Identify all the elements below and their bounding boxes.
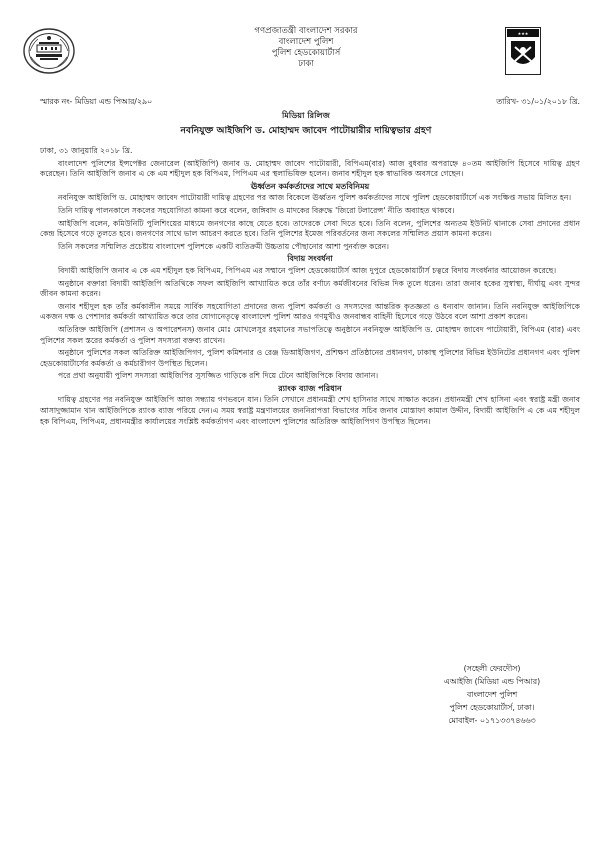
section-heading-meeting: ঊর্ধ্বতন কর্মকর্তাদের সাথে মতবিনিময়	[250, 181, 370, 191]
paragraph-4: আইজিপি বলেন, কমিউনিটি পুলিশিংয়ের মাধ্যমে জনগণের কাছে যেতে হবে। তাদেরকে সেবা দিতে হবে। তিনি বলেন, পুলিশের অন্যতম ইউনিট থানাকে সেবা প্রদানের প্রধান কেন্দ্র হিসেবে গড়ে তুলতে হবে। জনগণের সাথে ভাল আচরণ করতে হবে। তিনি পুলিশের ইমেজ পরিবর্তনের জন্য সকলের সম্মিলিত প্রয়াস কামনা করেন।	[40, 218, 580, 239]
signatory-org: বাংলাদেশ পুলিশ	[466, 690, 518, 699]
paragraph-12: দায়িত্ব গ্রহণের পর নবনিযুক্ত আইজিপি আজ সন্ধ্যায় গণভবনে যান। তিনি সেখানে প্রধানমন্ত্রী শেখ হাসিনার সাথে সাক্ষাত করেন। প্রধানমন্ত্রী শেখ হাসিনা এবং স্বরাষ্ট্র মন্ত্রী জনাব আসাদুজ্জামান খান আইজিপিকে র‍্যাংক ব্যাজ পরিয়ে দেন।এ সময় স্বরাষ্ট্র মন্ত্রণালয়ের জননিরাপত্তা বিভাগের সচিব জনাব মোস্তাফা কামাল উদ্দীন, বিদায়ী আইজিপি এ কে এম শহীদুল হক বিপিএম, পিপিএম, প্রধানমন্ত্রীর কার্যালয়ের সংশ্লিষ্ট কর্মকর্তাগণ এবং বাংলাদেশ পুলিশের অতিরিক্ত আইজিপিগণ উপস্থিত ছিলেন।	[40, 395, 580, 426]
section-heading-rank-badge: র‍্যাংক ব্যাজ পরিধান	[278, 383, 342, 393]
release-headline: নবনিযুক্ত আইজিপি ড. মোহাম্মদ জাবেদ পাটোয়ারীর দায়িত্বভার গ্রহণ	[180, 125, 432, 136]
signatory-office: পুলিশ হেডকোয়ার্টার্স, ঢাকা।	[449, 703, 535, 712]
police-logo-icon	[505, 27, 541, 75]
section-heading-farewell: বিদায় সংবর্ধনা	[287, 254, 333, 264]
paragraph-1: বাংলাদেশ পুলিশের ইন্সপেক্টর জেনারেল (আইজিপি) জনাব ড. মোহাম্মদ জাবেদ পাটোয়ারী, বিপিএম(বার) আজ বুধবার অপরাহ্নে ৪০তম আইজিপি হিসেবে দায়িত্ব গ্রহণ করেছেন। তিনি আইজিপি জনাব এ কে এম শহীদুল হক বিপিএম, পিপিএম এর স্থলাভিষিক্ত হলেন। জনাব শহীদুল হক স্বাভাবিক অবসরে গেছেন।	[40, 158, 580, 179]
org-name: বাংলাদেশ পুলিশ	[278, 37, 334, 47]
letterhead	[150, 26, 462, 70]
paragraph-6: বিদায়ী আইজিপি জনাব এ কে এম শহীদুল হক বিপিএম, পিপিএম এর সম্মানে পুলিশ হেডকোয়ার্টার্স আজ দুপুরে হেডকোয়ার্টার্স চত্বরে বিদায় সংবর্ধনার আয়োজন করেছে।	[58, 265, 557, 275]
release-body	[40, 146, 580, 429]
signatory-mobile: মোবাইল- ০১৭১৩৩৭৪৬৬৩	[448, 716, 536, 725]
paragraph-8: জনাব শহীদুল হক তাঁর কর্মকালীন সময়ে সার্বিক সহযোগিতা প্রদানের জন্য পুলিশ কর্মকর্তা ও সদস্যদের আন্তরিক কৃতজ্ঞতা ও ধন্যবাদ জানান। তিনি নবনিযুক্ত আইজিপিকে একজন দক্ষ ও পেশাদার কর্মকর্তা আখ্যায়িত করে তার যোগ্যনেতৃত্বে বাংলাদেশ পুলিশ আরও গণমুখীও জনবান্ধব বাহিনী হিসেবে গড়ে উঠবে বলে আশা প্রকাশ করেন।	[40, 301, 580, 322]
signature-block	[392, 662, 592, 727]
release-date: তারিখ- ৩১/০১/২০১৮ খ্রি.	[496, 97, 580, 106]
memo-number: স্মারক নং- মিডিয়া এন্ড পিআর/২৯০	[40, 97, 153, 106]
govt-name: গণপ্রজাতন্ত্রী বাংলাদেশ সরকার	[254, 26, 358, 36]
signatory-name: (সহেলী ফেরদৌস)	[463, 664, 521, 673]
paragraph-3: তিনি দায়িত্ব পালনকালে সকলের সহযোগিতা কামনা করে বলেন, জঙ্গিবাদ ও মাদকের বিরুদ্ধে 'জিরো টলারেন্স' নীতি অব্যাহত থাকবে।	[58, 205, 455, 215]
release-label: মিডিয়া রিলিজ	[282, 110, 330, 120]
paragraph-7: অনুষ্ঠানে বক্তারা বিদায়ী আইজিপি অতিথিকে সফল আইজিপি আখ্যায়িত করে তাঁর বর্ণাঢ্য কর্মজীবনের বিভিন্ন দিক তুলে ধরেন। তারা জনাব হকের সুস্বাস্থ্য, দীর্ঘায়ু এবং সুন্দর জীবন কামনা করেন।	[40, 278, 580, 299]
svg-text:★★★: ★★★	[517, 31, 529, 36]
government-seal-icon	[22, 27, 76, 75]
paragraph-5: তিনি সকলের সম্মিলিত প্রচেষ্টায় বাংলাদেশ পুলিশকে একটি ব্যতিক্রমী উচ্চতায় পৌছানোর আশা পুনর্ব্যক্ত করেন।	[58, 241, 389, 251]
paragraph-10: অনুষ্ঠানে পুলিশের সকল অতিরিক্ত আইজিপিগণ, পুলিশ কমিশনার ও রেঞ্জ ডিআইজিগণ, প্রশিক্ষণ প্রতিষ্ঠানের প্রধানগণ, ঢাকাস্থ পুলিশের বিভিন্ন ইউনিটের প্রধানগণ এবং পুলিশ হেডকোয়ার্টার্সের কর্মকর্তা ও কর্মচারীগণ উপস্থিত ছিলেন।	[40, 348, 580, 368]
paragraph-2: নবনিযুক্ত আইজিপি ড. মোহাম্মদ জাবেদ পাটোয়ারী দায়িত্ব গ্রহণের পর আজ বিকেলে ঊর্ধ্বতন পুলিশ কর্মকর্তাদের সাথে পুলিশ হেডকোয়ার্টার্সে এক সংক্ষিপ্ত সভায় মিলিত হন।	[58, 193, 572, 203]
city-name: ঢাকা	[298, 59, 314, 69]
signatory-designation: এআইজি (মিডিয়া এন্ড পিআর)	[443, 677, 541, 686]
dateline: ঢাকা, ৩১ জানুয়ারি ২০১৮ খ্রি.	[40, 146, 133, 155]
hq-name: পুলিশ হেডকোয়ার্টার্স	[271, 48, 341, 58]
paragraph-11: পরে প্রথা অনুযায়ী পুলিশ সদস্যরা আইজিপির সুসজ্জিত গাড়িকে রশি দিয়ে টেনে আইজিপিকে বিদায় জানান।	[58, 371, 379, 381]
paragraph-9: অতিরিক্ত আইজিপি (প্রশাসন ও অপারেশনস) জনাব মোঃ মোখলেসুর রহমানের সভাপতিত্বে অনুষ্ঠানে নবনিযুক্ত আইজিপি ড. মোহাম্মদ জাবেদ পাটোয়ারী, বিপিএম (বার) এবং পুলিশের সকল স্তরের কর্মকর্তা ও পুলিশ সদস্যরা বক্তব্য রাখেন।	[40, 324, 580, 345]
